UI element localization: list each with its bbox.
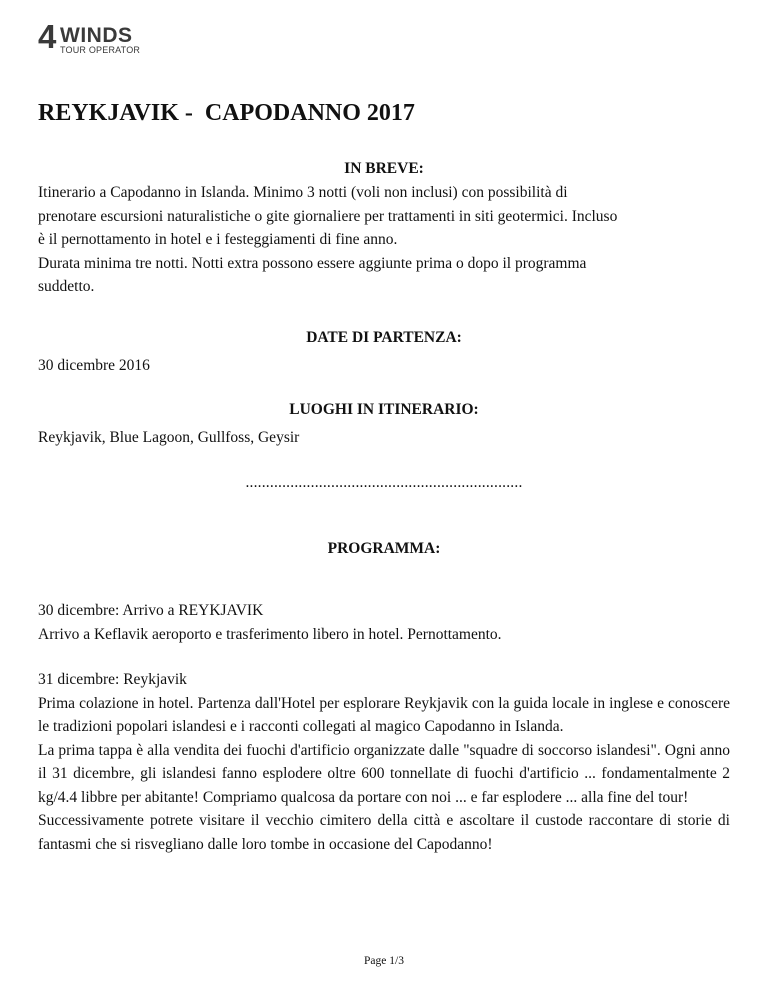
logo-tagline: TOUR OPERATOR bbox=[60, 45, 141, 55]
breve-line: Durata minima tre notti. Notti extra possono essere aggiunte prima o dopo il programma bbox=[38, 254, 587, 272]
logo-number: 4 bbox=[38, 18, 56, 55]
day2-paragraph-3: Successivamente potrete visitare il vecchio cimitero della città e ascoltare il custode raccontare di storie di fantasmi che si risvegliano dalle loro tombe in occasione del Capodanno! bbox=[38, 812, 730, 853]
breve-heading: IN BREVE: bbox=[344, 160, 424, 177]
day2-paragraph-1: Prima colazione in hotel. Partenza dall'Hotel per esplorare Reykjavik con la guida locale in inglese e conoscere le tradizioni popolari islandesi e i racconti collegati al magico Capodanno in Islanda. bbox=[38, 694, 730, 735]
luoghi-text: Reykjavik, Blue Lagoon, Gullfoss, Geysir bbox=[38, 429, 300, 446]
breve-text bbox=[38, 181, 730, 299]
breve-line: prenotare escursioni naturalistiche o gite giornaliere per trattamenti in siti geotermici. Incluso bbox=[38, 207, 618, 225]
day1-text: Arrivo a Keflavik aeroporto e trasferimento libero in hotel. Pernottamento. bbox=[38, 625, 502, 643]
programma-heading: PROGRAMMA: bbox=[327, 540, 441, 557]
luoghi-heading: LUOGHI IN ITINERARIO: bbox=[289, 401, 479, 418]
breve-line: è il pernottamento in hotel e i festeggiamenti di fine anno. bbox=[38, 231, 398, 248]
page-title: REYKJAVIK - CAPODANNO 2017 bbox=[38, 100, 415, 126]
separator: .................................................................... bbox=[245, 474, 523, 491]
company-logo bbox=[38, 18, 148, 58]
breve-line: suddetto. bbox=[38, 278, 95, 295]
page-number: Page 1/3 bbox=[364, 955, 404, 967]
logo-name: WINDS bbox=[60, 24, 133, 47]
day2-title: 31 dicembre: Reykjavik bbox=[38, 671, 187, 688]
day1 bbox=[38, 599, 730, 646]
breve-line: Itinerario a Capodanno in Islanda. Minimo 3 notti (voli non inclusi) con possibilità di bbox=[38, 184, 568, 201]
partenza-heading: DATE DI PARTENZA: bbox=[306, 329, 462, 346]
partenza-text: 30 dicembre 2016 bbox=[38, 357, 150, 374]
day2 bbox=[38, 668, 730, 856]
day2-paragraph-2: La prima tappa è alla vendita dei fuochi d'artificio organizzate dalle "squadre di soccorso islandesi". Ogni anno il 31 dicembre, gli islandesi fanno esplodere oltre 600 tonnellate di fuochi d'artificio ... fondamentalmente 2 kg/4.4 libbre per abitante! Compriamo qualcosa da portare con noi ... e far esplodere ... alla fine del tour! bbox=[38, 741, 730, 806]
day1-title: 30 dicembre: Arrivo a REYKJAVIK bbox=[38, 602, 264, 619]
